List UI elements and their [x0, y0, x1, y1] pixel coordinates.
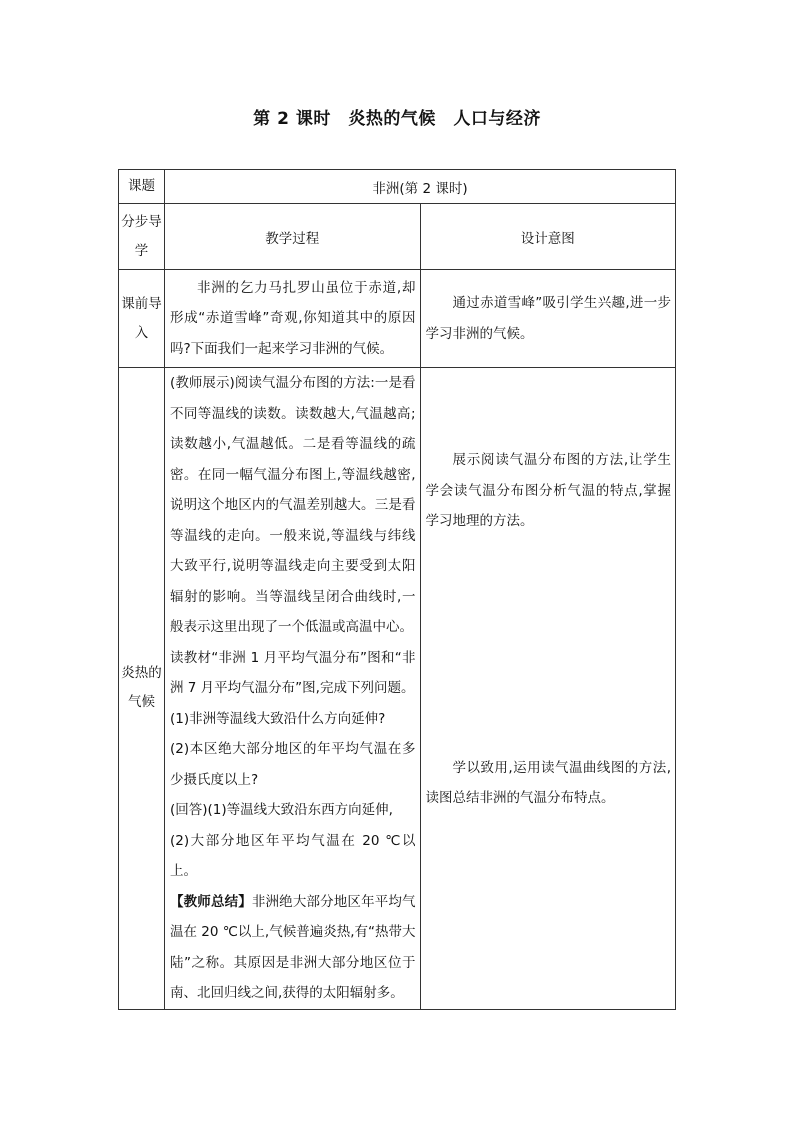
climate-intent-cell — [420, 368, 676, 1010]
table-row-header — [119, 204, 676, 270]
intro-process-cell — [165, 270, 421, 368]
course-title-cell: 非洲(第 2 课时) — [165, 170, 676, 204]
lesson-plan-table — [118, 169, 676, 1010]
climate-answer-2: (2)大部分地区年平均气温在 20 ℃以上。 — [170, 832, 416, 879]
course-label-cell: 课题 — [119, 170, 165, 204]
climate-process-cell — [165, 368, 421, 1010]
page-title: 第 2 课时 炎热的气候 人口与经济 — [253, 109, 541, 129]
climate-intent-2: 学以致用,运用读气温曲线图的方法,读图总结非洲的气温分布特点。 — [425, 759, 671, 806]
climate-summary — [165, 887, 420, 1009]
table-row-course — [119, 170, 676, 204]
climate-process-p2: 读教材“非洲 1 月平均气温分布”图和“非洲 7 月平均气温分布”图,完成下列问题。 — [170, 649, 416, 696]
climate-process-p1: (教师展示)阅读气温分布图的方法:一是看不同等温线的读数。读数越大,气温越高;读数越小,气温越低。二是看等温线的疏密。在同一幅气温分布图上,等温线越密,说明这个地区内的气温差别越大。三是看等温线的走向。一般来说,等温线与纬线大致平行,说明等温线走向主要受到太阳辐射的影响。当等温线呈闭合曲线时,一般表示这里出现了一个低温或高温中心。 — [170, 375, 416, 635]
intro-process-text: 非洲的乞力马扎罗山虽位于赤道,却形成“赤道雪峰”奇观,你知道其中的原因吗?下面我们一起来学习非洲的气候。 — [170, 279, 416, 357]
summary-text: 非洲绝大部分地区年平均气温在 20 ℃以上,气候普遍炎热,有“热带大陆”之称。其原因是非洲大部分地区位于南、北回归线之间,获得的太阳辐射多。 — [170, 893, 416, 1001]
climate-question-1: (1)非洲等温线大致沿什么方向延伸? — [170, 710, 386, 727]
table-row-climate — [119, 368, 676, 1010]
summary-label: 【教师总结】 — [170, 893, 252, 910]
climate-question-2: (2)本区绝大部分地区的年平均气温在多少摄氏度以上? — [170, 741, 416, 788]
intro-intent-text: 通过赤道雪峰”吸引学生兴趣,进一步学习非洲的气候。 — [425, 295, 671, 342]
intent-header-cell: 设计意图 — [420, 204, 676, 270]
intro-label-cell: 课前导入 — [119, 270, 165, 368]
climate-answer-1: (回答)(1)等温线大致沿东西方向延伸, — [170, 802, 393, 818]
intro-intent-cell — [420, 270, 676, 368]
table-row-intro — [119, 270, 676, 368]
climate-label-cell: 炎热的气候 — [119, 368, 165, 1010]
step-label-cell: 分步导学 — [119, 204, 165, 270]
process-header-cell: 教学过程 — [165, 204, 421, 270]
climate-intent-1: 展示阅读气温分布图的方法,让学生学会读气温分布图分析气温的特点,掌握学习地理的方法。 — [425, 452, 671, 529]
